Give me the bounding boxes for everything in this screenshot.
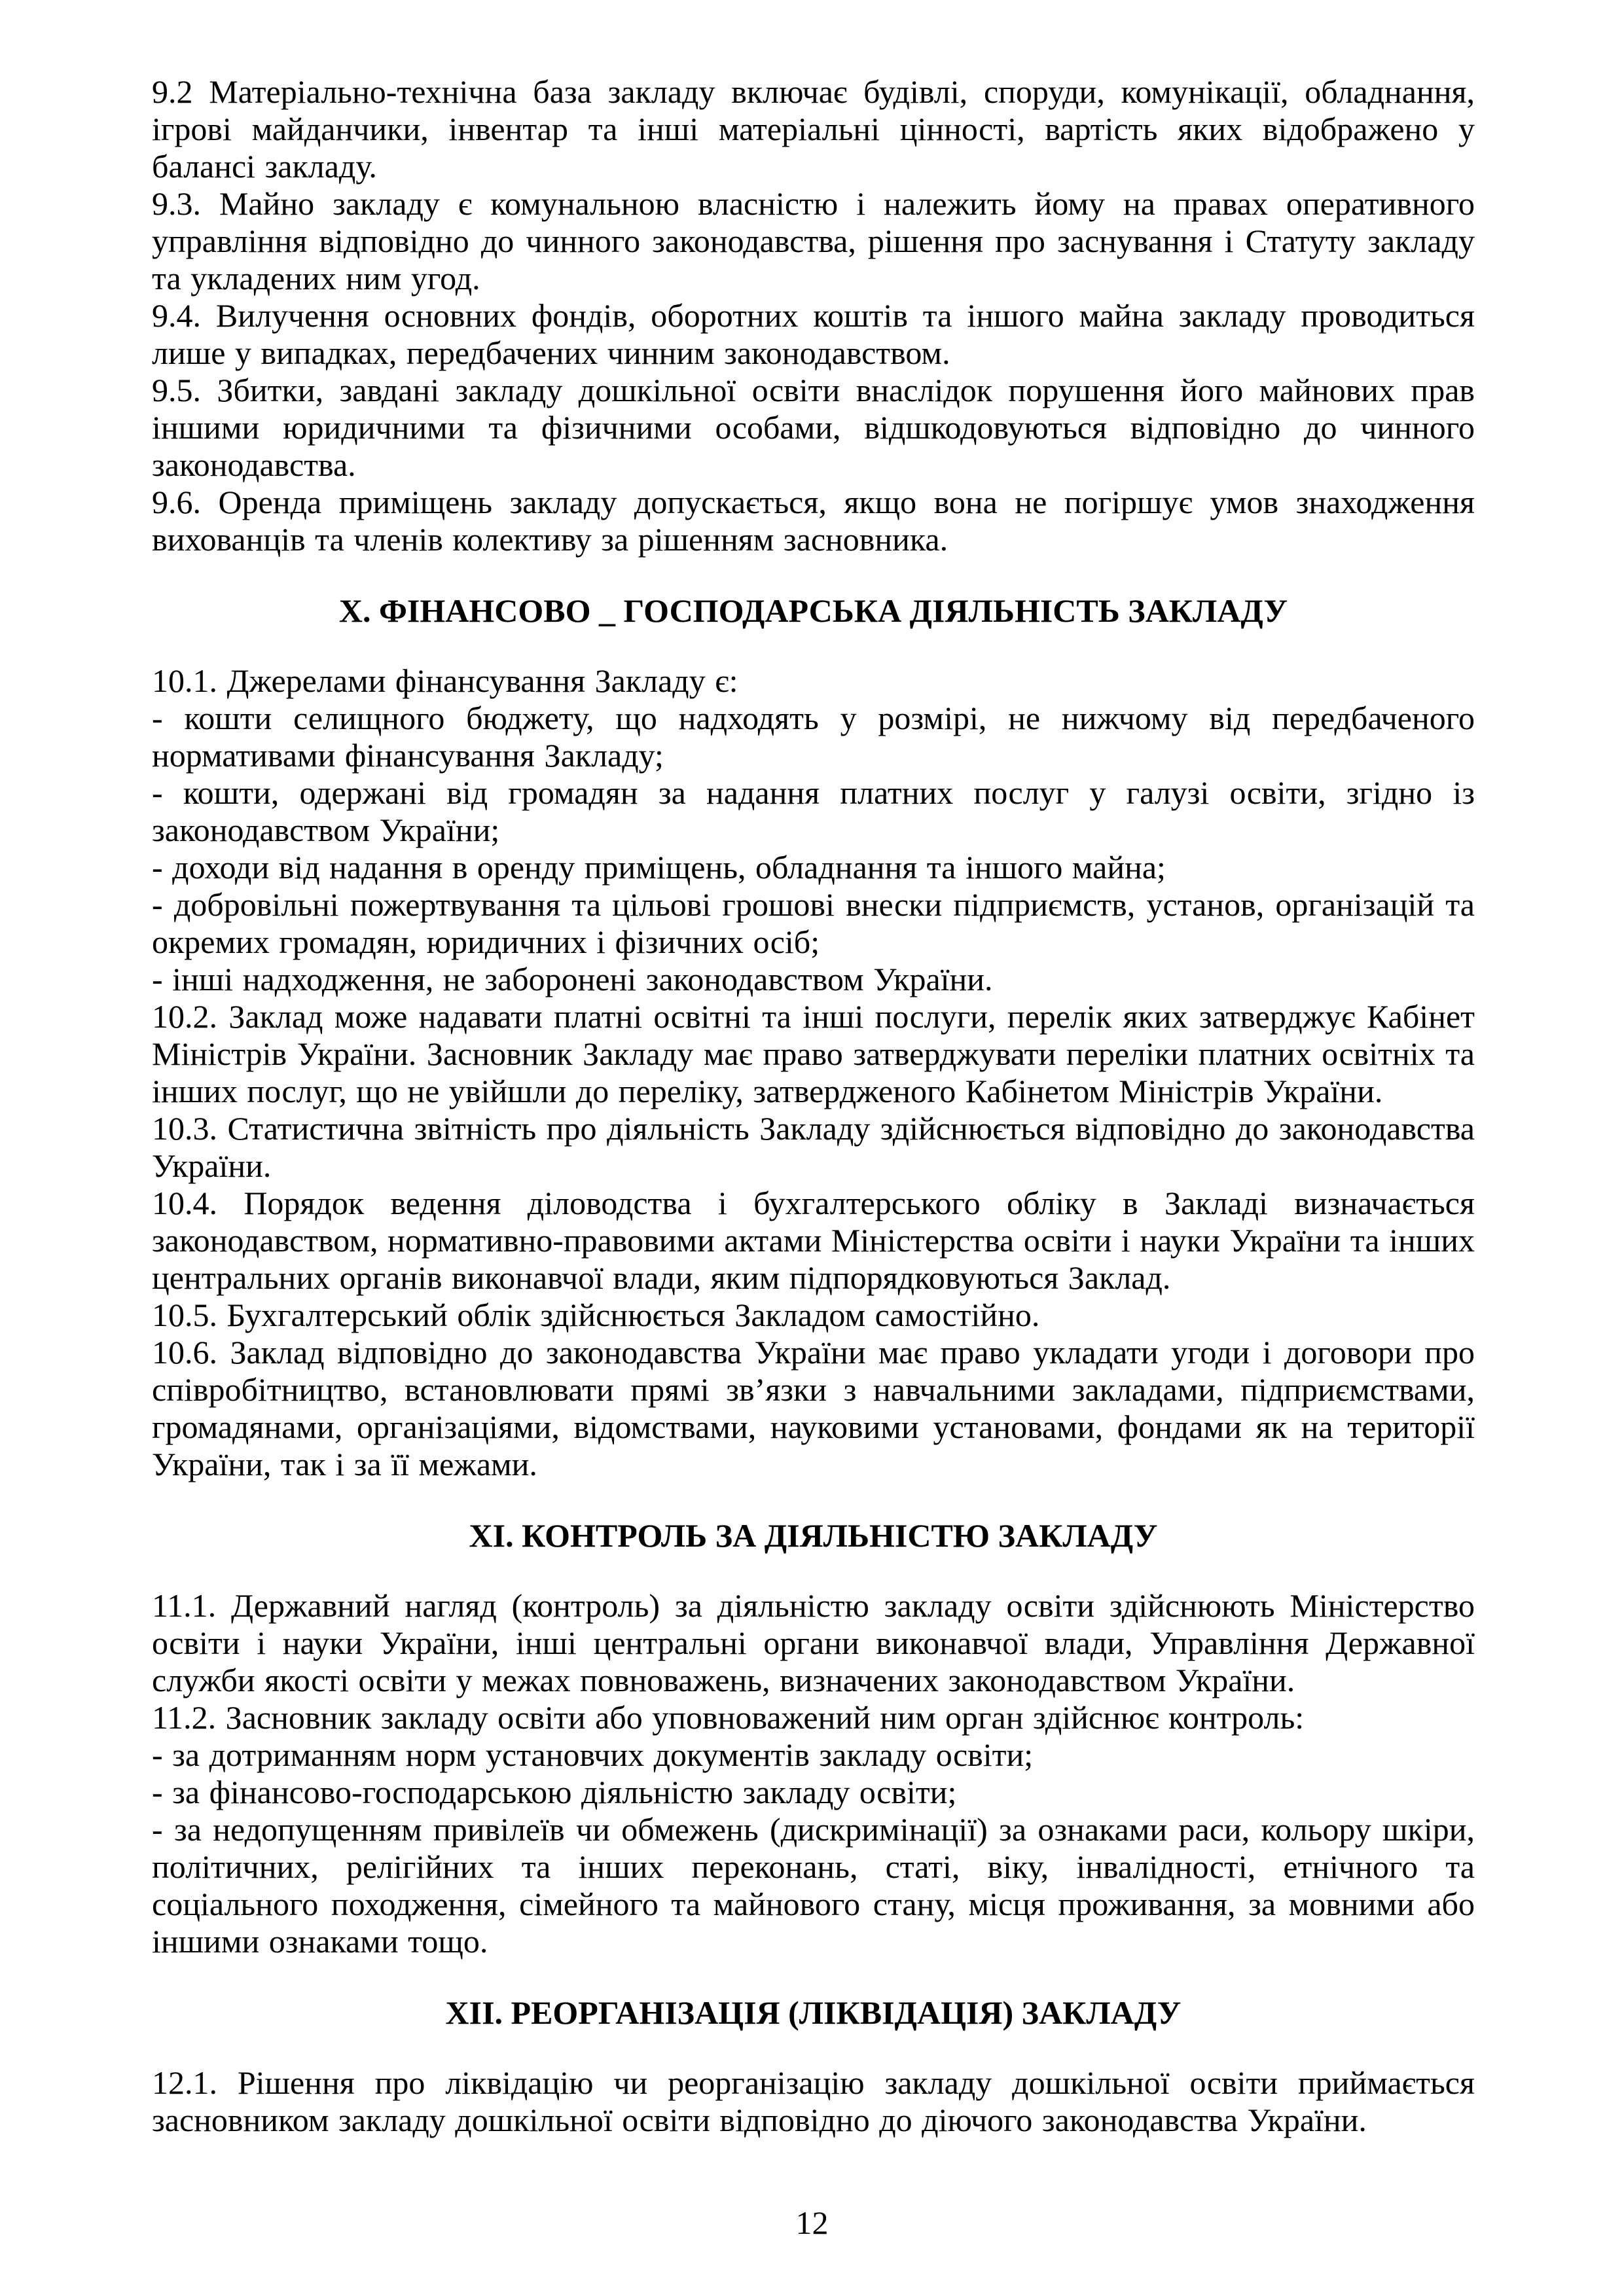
paragraph-10-3: 10.3. Статистична звітність про діяльність Закладу здійснюється відповідно до законодавства України.	[152, 1110, 1475, 1184]
funding-item-rent-income: - доходи від надання в оренду приміщень, обладнання та іншого майна;	[152, 849, 1166, 886]
control-item-financial: - за фінансово-господарською діяльністю закладу освіти;	[152, 1774, 957, 1810]
paragraph-9-3: 9.3. Майно закладу є комунальною власністю і належить йому на правах оперативного управління відповідно до чинного законодавства, рішення про заснування і Статуту закладу та укладених ним угод.	[152, 185, 1475, 296]
section-heading-finances: Х. ФІНАНСОВО _ ГОСПОДАРСЬКА ДІЯЛЬНІСТЬ ЗАКЛАДУ	[338, 592, 1288, 629]
funding-item-budget: - кошти селищного бюджету, що надходять у розмірі, не нижчому від передбаченого нормативами фінансування Закладу;	[152, 700, 1475, 774]
paragraph-12-1: 12.1. Рішення про ліквідацію чи реорганізацію закладу дошкільної освіти приймається засновником закладу дошкільної освіти відповідно до діючого законодавства України.	[152, 2064, 1475, 2138]
funding-item-other: - інші надходження, не заборонені законодавством України.	[152, 961, 993, 997]
paragraph-10-2: 10.2. Заклад може надавати платні освітні та інші послуги, перелік яких затверджує Кабінет Міністрів України. Засновник Закладу має право затверджувати переліки платних освітніх та інших послуг, що не увійшли до переліку, затвердженого Кабінетом Міністрів України.	[152, 998, 1475, 1109]
section-heading-reorganization: ХІІ. РЕОРГАНІЗАЦІЯ (ЛІКВІДАЦІЯ) ЗАКЛАДУ	[445, 1994, 1182, 2031]
paragraph-10-6: 10.6. Заклад відповідно до законодавства України має право укладати угоди і договори про співробітництво, встановлювати прямі зв’язки з навчальними закладами, підприємствами, громадянами, організаціями, відомствами, науковими установами, фондами як на території України, так і за її межами.	[152, 1334, 1475, 1482]
control-item-statutes: - за дотриманням норм установчих документів закладу освіти;	[152, 1736, 1034, 1773]
paragraph-11-2: 11.2. Засновник закладу освіти або уповноважений ним орган здійснює контроль:	[152, 1699, 1305, 1736]
paragraph-10-4: 10.4. Порядок ведення діловодства і бухгалтерського обліку в Закладі визначається законодавством, нормативно-правовими актами Міністерства освіти і науки України та інших центральних органів виконавчої влади, яким підпорядковуються Заклад.	[152, 1185, 1475, 1296]
paragraph-9-6: 9.6. Оренда приміщень закладу допускається, якщо вона не погіршує умов знаходження вихованців та членів колективу за рішенням засновника.	[152, 484, 1475, 558]
section-heading-control: ХІ. КОНТРОЛЬ ЗА ДІЯЛЬНІСТЮ ЗАКЛАДУ	[469, 1517, 1158, 1554]
paragraph-9-2: 9.2 Матеріально-технічна база закладу включає будівлі, споруди, комунікації, обладнання, ігрові майданчики, інвентар та інші матеріальні цінності, вартість яких відображено у балансі закладу.	[152, 73, 1475, 185]
paragraph-10-5: 10.5. Бухгалтерський облік здійснюється Закладом самостійно.	[152, 1297, 1040, 1333]
document-body	[152, 73, 1475, 2139]
control-item-discrimination: - за недопущенням привілеїв чи обмежень (дискримінації) за ознаками раси, кольору шкіри, політичних, релігійних та інших переконань, статі, віку, інвалідності, етнічного та соціального походження, сімейного та майнового стану, місця проживання, за мовними або іншими ознаками тощо.	[152, 1811, 1475, 1960]
paragraph-9-5: 9.5. Збитки, завдані закладу дошкільної освіти внаслідок порушення його майнових прав іншими юридичними та фізичними особами, відшкодовуються відповідно до чинного законодавства.	[152, 372, 1475, 483]
funding-item-paid-services: - кошти, одержані від громадян за надання платних послуг у галузі освіти, згідно із законодавством України;	[152, 774, 1475, 848]
page-number: 12	[795, 2204, 829, 2241]
paragraph-11-1: 11.1. Державний нагляд (контроль) за діяльністю закладу освіти здійснюють Міністерство освіти і науки України, інші центральні органи виконавчої влади, Управління Державної служби якості освіти у межах повноважень, визначених законодавством України.	[152, 1587, 1475, 1698]
paragraph-10-1: 10.1. Джерелами фінансування Закладу є:	[152, 662, 738, 699]
paragraph-9-4: 9.4. Вилучення основних фондів, оборотних коштів та іншого майна закладу проводиться лише у випадках, передбачених чинним законодавством.	[152, 297, 1475, 371]
funding-item-donations: - добровільні пожертвування та цільові грошові внески підприємств, установ, організацій та окремих громадян, юридичних і фізичних осіб;	[152, 886, 1475, 960]
